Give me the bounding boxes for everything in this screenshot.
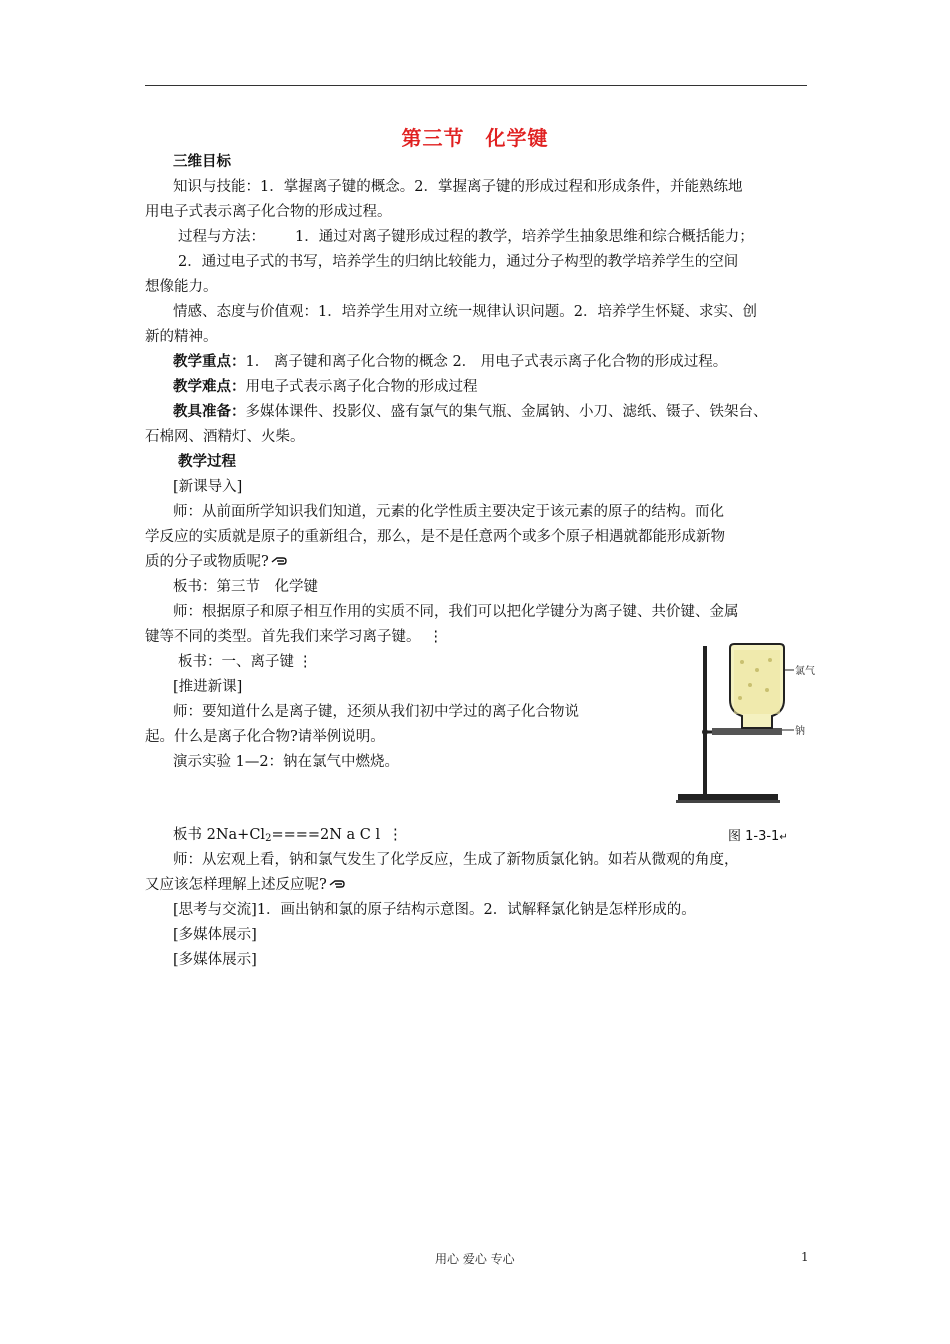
teacher-2-line-2: 键等不同的类型。首先我们来学习离子键。 ⋮ bbox=[145, 629, 443, 645]
teacher-1-line-1: 师：从前面所学知识我们知道，元素的化学性质主要决定于该元素的原子的结构。而化 bbox=[173, 504, 724, 520]
teacher-4-line-1: 师：从宏观上看，钠和氯气发生了化学反应，生成了新物质氯化钠。如若从微观的角度， bbox=[173, 852, 739, 868]
hand-pointer-icon bbox=[271, 555, 287, 567]
process-line-1: 过程与方法： 1．通过对离子键形成过程的教学，培养学生抽象思维和综合概括能力； bbox=[178, 229, 754, 245]
teacher-4-line-2: 又应该怎样理解上述反应呢? bbox=[145, 875, 345, 895]
hand-pointer-icon bbox=[329, 878, 345, 890]
footer-motto: 用心 爱心 专心 bbox=[435, 1252, 515, 1266]
media-display-2: [多媒体展示] bbox=[173, 952, 257, 968]
difficulty: 教学难点：用电子式表示离子化合物的形成过程 bbox=[173, 379, 478, 395]
knowledge-line-2: 用电子式表示离子化合物的形成过程。 bbox=[145, 204, 392, 220]
board-1: 板书：第三节 化学键 bbox=[173, 579, 318, 595]
equipment-line-2: 石棉网、酒精灯、火柴。 bbox=[145, 429, 305, 445]
teacher-1-line-2: 学反应的实质就是原子的重新组合，那么，是不是任意两个或多个原子相遇就都能形成新物 bbox=[145, 529, 725, 545]
goals-heading: 三维目标 bbox=[173, 154, 231, 170]
emotion-line-2: 新的精神。 bbox=[145, 329, 218, 345]
think-and-discuss: [思考与交流]1．画出钠和氯的原子结构示意图。2．试解释氯化钠是怎样形成的。 bbox=[173, 902, 696, 918]
figure-label-chlorine: 氯气 bbox=[795, 666, 815, 677]
teacher-2-line-1: 师：根据原子和原子相互作用的实质不同，我们可以把化学键分为离子键、共价键、金属 bbox=[173, 604, 739, 620]
knowledge-line-1: 知识与技能：1．掌握离子键的概念。2．掌握离子键的形成过程和形成条件，并能熟练地 bbox=[173, 179, 743, 195]
intro-tag: [新课导入] bbox=[173, 479, 243, 495]
key-point: 教学重点：1． 离子键和离子化合物的概念 2． 用电子式表示离子化合物的形成过程。 bbox=[173, 354, 728, 370]
board-2: 板书：一、离子键 ⋮ bbox=[178, 654, 313, 670]
figure-caption: 图 1-3-1↵ bbox=[728, 829, 788, 844]
figure-sodium-chlorine-apparatus bbox=[672, 640, 824, 810]
media-display-1: [多媒体展示] bbox=[173, 927, 257, 943]
header-rule bbox=[145, 85, 807, 86]
process-line-3: 想像能力。 bbox=[145, 279, 218, 295]
demo-experiment: 演示实验 1—2：钠在氯气中燃烧。 bbox=[173, 754, 400, 770]
equipment-line-1: 教具准备：多媒体课件、投影仪、盛有氯气的集气瓶、金属钠、小刀、滤纸、镊子、铁架台、 bbox=[173, 404, 768, 420]
board-3: 板书 $2Na+Cl_2====2N$ a C l ⋮ bbox=[173, 827, 403, 844]
advance-tag: [推进新课] bbox=[173, 679, 243, 695]
page-number: 1 bbox=[801, 1250, 809, 1264]
process-heading: 教学过程 bbox=[178, 454, 236, 470]
teacher-3-line-1: 师：要知道什么是离子键，还须从我们初中学过的离子化合物说 bbox=[173, 704, 579, 720]
page-title: 第三节 化学键 bbox=[401, 126, 549, 150]
emotion-line-1: 情感、态度与价值观：1．培养学生用对立统一规律认识问题。2．培养学生怀疑、求实、创 bbox=[173, 304, 757, 320]
process-line-2: 2．通过电子式的书写，培养学生的归纳比较能力，通过分子构型的教学培养学生的空间 bbox=[178, 254, 739, 270]
figure-label-sodium: 钠 bbox=[795, 726, 805, 737]
teacher-3-line-2: 起。什么是离子化合物?请举例说明。 bbox=[145, 729, 385, 745]
teacher-1-line-3: 质的分子或物质呢? bbox=[145, 552, 287, 572]
